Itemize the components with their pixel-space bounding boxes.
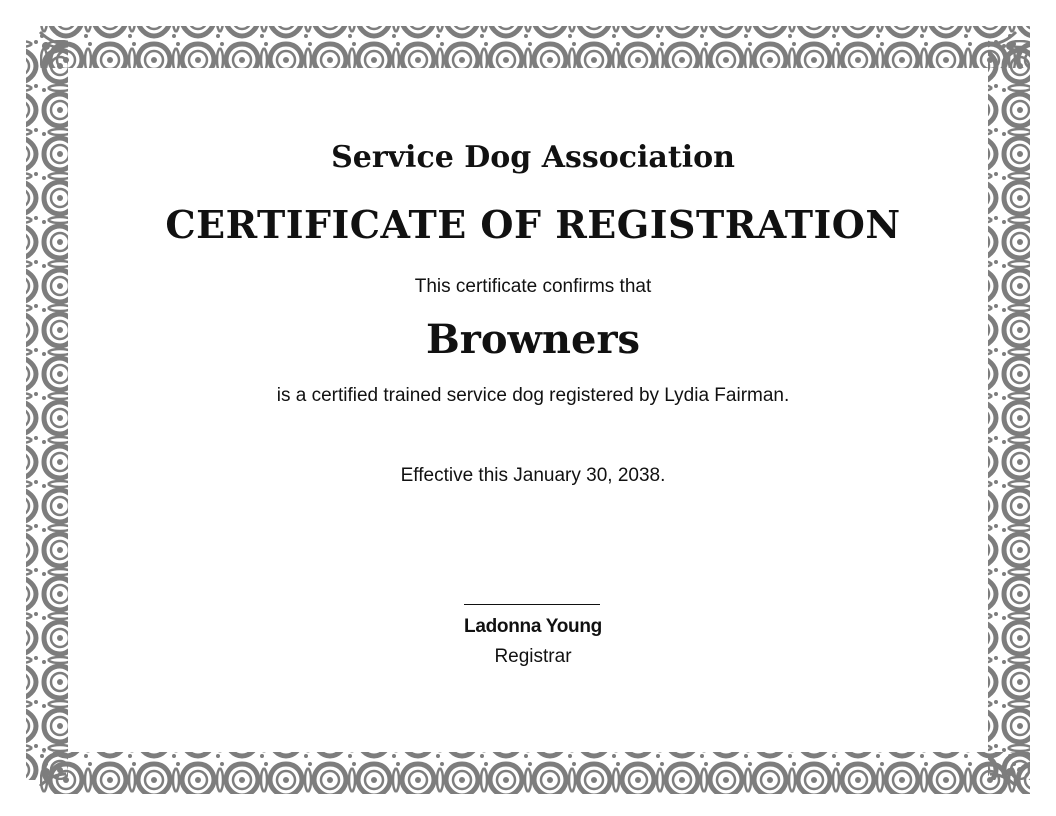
- description-text: is a certified trained service dog registered by Lydia Fairman.: [276, 385, 790, 406]
- intro-text: This certificate confirms that: [414, 276, 652, 297]
- certificate-title: CERTIFICATE OF REGISTRATION: [165, 202, 901, 247]
- signer-role: Registrar: [494, 646, 572, 667]
- signature-line: [464, 604, 600, 605]
- organization-name: Service Dog Association: [331, 140, 735, 175]
- effective-date: Effective this January 30, 2038.: [400, 465, 666, 486]
- signer-name: Ladonna Young: [464, 616, 602, 637]
- dog-name: Browners: [425, 316, 641, 363]
